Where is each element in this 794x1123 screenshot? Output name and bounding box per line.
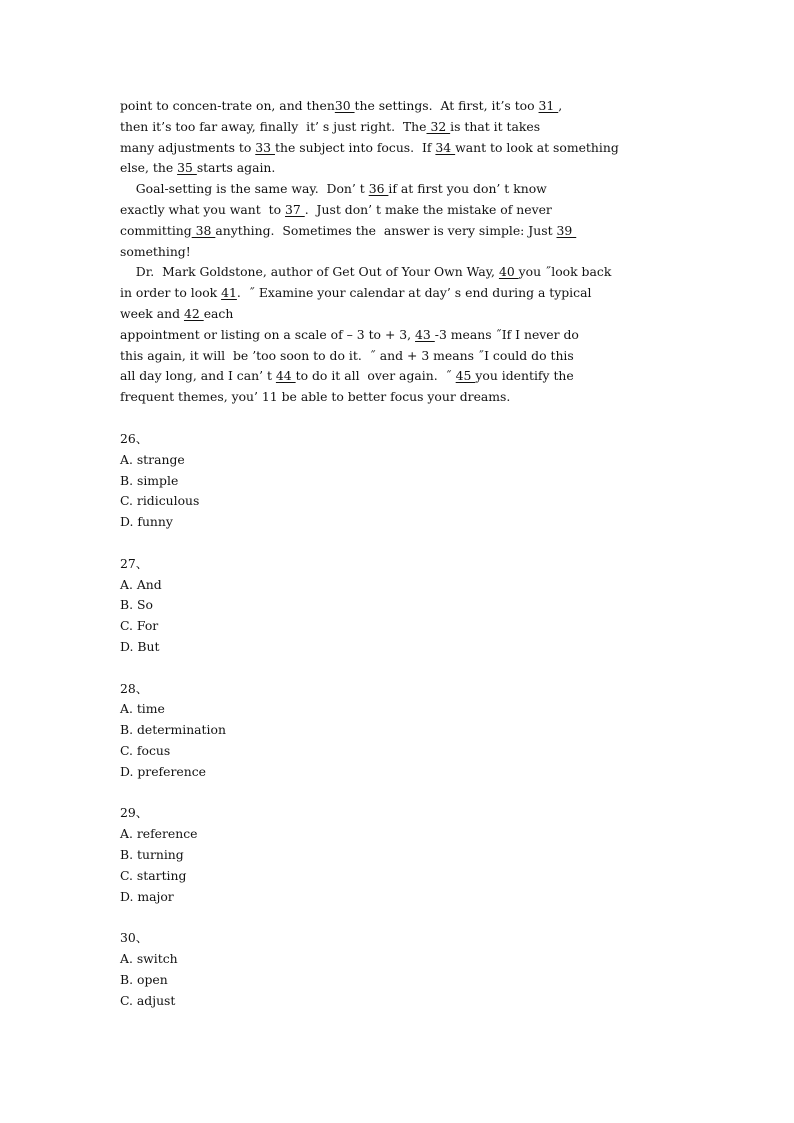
option-c: C. For <box>120 618 159 634</box>
passage-line <box>120 179 680 200</box>
blank-39: 39 <box>556 222 577 238</box>
passage-line <box>120 200 680 221</box>
option-d: D. preference <box>120 763 206 779</box>
passage-line <box>120 366 680 387</box>
question-number: 26、 <box>120 431 149 446</box>
question-28 <box>120 679 680 783</box>
option-a: A. And <box>120 576 162 592</box>
passage-text: to do it all over again. ˝ <box>295 368 456 384</box>
passage-text: frequent themes, you’ 11 be able to better focus your dreams. <box>120 389 511 405</box>
passage-text: all day long, and I can’ t <box>120 368 276 384</box>
option-c: C. ridiculous <box>120 493 200 509</box>
passage-text: the subject into focus. If <box>274 139 436 155</box>
question-29 <box>120 803 680 907</box>
option-a: A. time <box>120 701 165 717</box>
passage-text: something! <box>120 243 191 259</box>
option-b: B. simple <box>120 472 179 488</box>
question-number: 28、 <box>120 680 149 696</box>
passage-line <box>120 262 680 283</box>
question-number: 27、 <box>120 555 149 571</box>
option-c: C. starting <box>120 867 187 883</box>
option-b: B. So <box>120 597 153 613</box>
option-d: D. funny <box>120 514 173 530</box>
passage-line <box>120 242 680 263</box>
passage-text: many adjustments to <box>120 139 256 155</box>
passage-text: you ˝look back <box>518 264 612 280</box>
question-27 <box>120 554 680 658</box>
blank-40: 40 <box>498 264 519 280</box>
passage-text: Goal-setting is the same way. Don’ t <box>120 181 369 197</box>
passage-text: then it’s too far away, finally it’ s just right. The <box>120 118 427 134</box>
cloze-passage <box>120 96 680 408</box>
passage-text: anything. Sometimes the answer is very simple: Just <box>215 222 557 238</box>
passage-text: Dr. Mark Goldstone, author of Get Out of Your Own Way, <box>120 264 499 280</box>
passage-text: . Just don’ t make the mistake of never <box>304 201 552 217</box>
blank-42: 42 <box>183 305 204 321</box>
passage-text: exactly what you want to <box>120 201 286 217</box>
passage-line <box>120 346 680 367</box>
option-c: C. adjust <box>120 992 176 1008</box>
blank-38: 38 <box>191 222 216 238</box>
passage-line <box>120 221 680 242</box>
question-30 <box>120 928 680 1011</box>
passage-text: this again, it will be ’too soon to do it. ˝ and + 3 means ˝I could do this <box>120 347 574 363</box>
blank-32: 32 <box>426 118 451 134</box>
passage-text: you identify the <box>475 368 574 384</box>
question-number: 30、 <box>120 930 149 946</box>
passage-text: point to concen-trate on, and then <box>120 98 335 113</box>
option-a: A. switch <box>120 950 178 966</box>
option-b: B. determination <box>120 722 226 738</box>
option-a: A. reference <box>120 826 198 842</box>
passage-text: , <box>558 98 563 113</box>
passage-text: -3 means ˝If I never do <box>434 326 579 342</box>
blank-41: 41 <box>221 285 237 301</box>
blank-45: 45 <box>455 368 476 384</box>
blank-34: 34 <box>435 139 456 155</box>
passage-text: week and <box>120 305 184 321</box>
question-list <box>120 429 680 1032</box>
passage-text: is that it takes <box>450 118 541 134</box>
option-d: D. But <box>120 638 160 654</box>
passage-line <box>120 117 680 138</box>
passage-text: if at first you don’ t know <box>388 181 547 197</box>
option-b: B. turning <box>120 846 184 862</box>
option-c: C. focus <box>120 742 171 758</box>
blank-30: 30 <box>334 98 355 113</box>
blank-36: 36 <box>368 181 389 197</box>
passage-text: want to look at something <box>455 139 619 155</box>
option-a: A. strange <box>120 451 185 467</box>
passage-line <box>120 283 680 304</box>
passage-line <box>120 138 680 159</box>
passage-text: . ˝ Examine your calendar at day’ s end during a typical <box>236 285 592 301</box>
option-b: B. open <box>120 971 168 987</box>
passage-text: else, the <box>120 160 178 176</box>
passage-text: the settings. At first, it’s too <box>354 98 539 113</box>
blank-31: 31 <box>538 98 559 113</box>
passage-text: committing <box>120 222 192 238</box>
passage-line <box>120 304 680 325</box>
blank-35: 35 <box>177 160 197 176</box>
passage-text: appointment or listing on a scale of – 3 to + 3, <box>120 326 416 342</box>
passage-line <box>120 158 680 179</box>
blank-43: 43 <box>415 326 435 342</box>
question-26 <box>120 429 680 533</box>
blank-44: 44 <box>275 368 296 384</box>
blank-37: 37 <box>285 201 305 217</box>
passage-text: each <box>203 305 234 321</box>
option-d: D. major <box>120 888 174 904</box>
question-number: 29、 <box>120 805 149 821</box>
passage-line <box>120 387 680 408</box>
passage-text: in order to look <box>120 285 222 301</box>
blank-33: 33 <box>255 139 275 155</box>
passage-line <box>120 96 680 117</box>
passage-line <box>120 325 680 346</box>
passage-text: starts again. <box>196 160 276 176</box>
